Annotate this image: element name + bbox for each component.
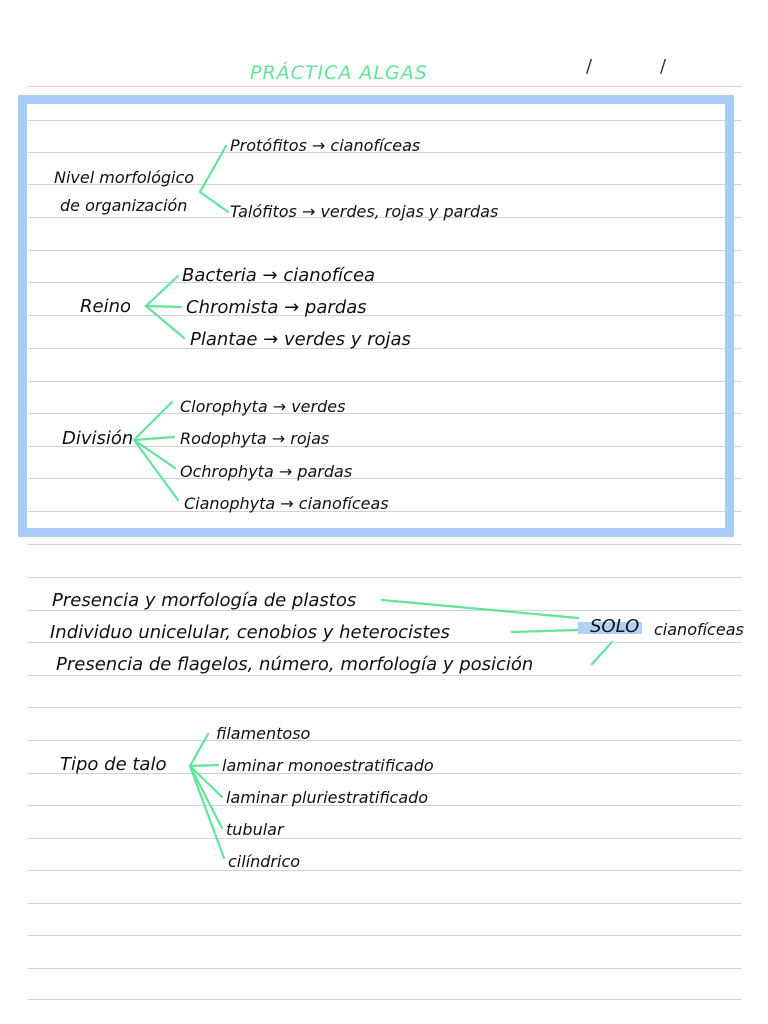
connector-line bbox=[134, 440, 178, 500]
division-branch: Clorophyta → verdes bbox=[180, 397, 346, 416]
connector-line bbox=[592, 642, 612, 664]
date-slash: / bbox=[660, 56, 667, 77]
solo-label: SOLO bbox=[590, 616, 640, 637]
connector-line bbox=[190, 734, 208, 766]
connector-line bbox=[134, 437, 174, 440]
connector-line bbox=[190, 765, 218, 766]
reino-branch: Plantae → verdes y rojas bbox=[190, 329, 411, 350]
connector-line bbox=[512, 630, 578, 632]
connector-line bbox=[200, 192, 228, 212]
connector-line bbox=[134, 440, 175, 468]
nivel-branch: Talófitos → verdes, rojas y pardas bbox=[230, 202, 499, 221]
division-label: División bbox=[62, 428, 134, 449]
reino-branch: Chromista → pardas bbox=[186, 297, 367, 318]
connector-line bbox=[146, 276, 178, 306]
connector-line bbox=[146, 306, 181, 307]
reino-branch: Bacteria → cianofícea bbox=[182, 265, 376, 286]
connector-line bbox=[134, 402, 172, 440]
reino-label: Reino bbox=[80, 296, 132, 317]
talo-branch: laminar monoestratificado bbox=[222, 756, 434, 775]
connector-line bbox=[382, 600, 578, 618]
division-branch: Rodophyta → rojas bbox=[180, 429, 330, 448]
page-title: PRÁCTICA ALGAS bbox=[250, 62, 428, 84]
connector-line bbox=[200, 146, 226, 192]
nivel-branch: Protófitos → cianofíceas bbox=[230, 136, 421, 155]
connector-line bbox=[190, 766, 224, 858]
solo-item: Presencia de flagelos, número, morfología y posición bbox=[56, 654, 534, 675]
talo-branch: cilíndrico bbox=[228, 852, 301, 871]
nivel-label-line1: Nivel morfológico bbox=[54, 168, 195, 187]
nivel-label-line2: de organización bbox=[60, 196, 188, 215]
solo-item: Individuo unicelular, cenobios y heterocistes bbox=[50, 622, 450, 643]
talo-branch: filamentoso bbox=[216, 724, 311, 743]
talo-branch: laminar pluriestratificado bbox=[226, 788, 429, 807]
solo-target: cianofíceas bbox=[654, 620, 744, 639]
date-slash: / bbox=[586, 56, 593, 77]
talo-branch: tubular bbox=[226, 820, 284, 839]
division-branch: Ochrophyta → pardas bbox=[180, 462, 353, 481]
connector-line bbox=[190, 766, 222, 828]
solo-item: Presencia y morfología de plastos bbox=[52, 590, 357, 611]
division-branch: Cianophyta → cianofíceas bbox=[184, 494, 389, 513]
talo-label: Tipo de talo bbox=[60, 754, 167, 775]
connector-line bbox=[146, 306, 184, 338]
